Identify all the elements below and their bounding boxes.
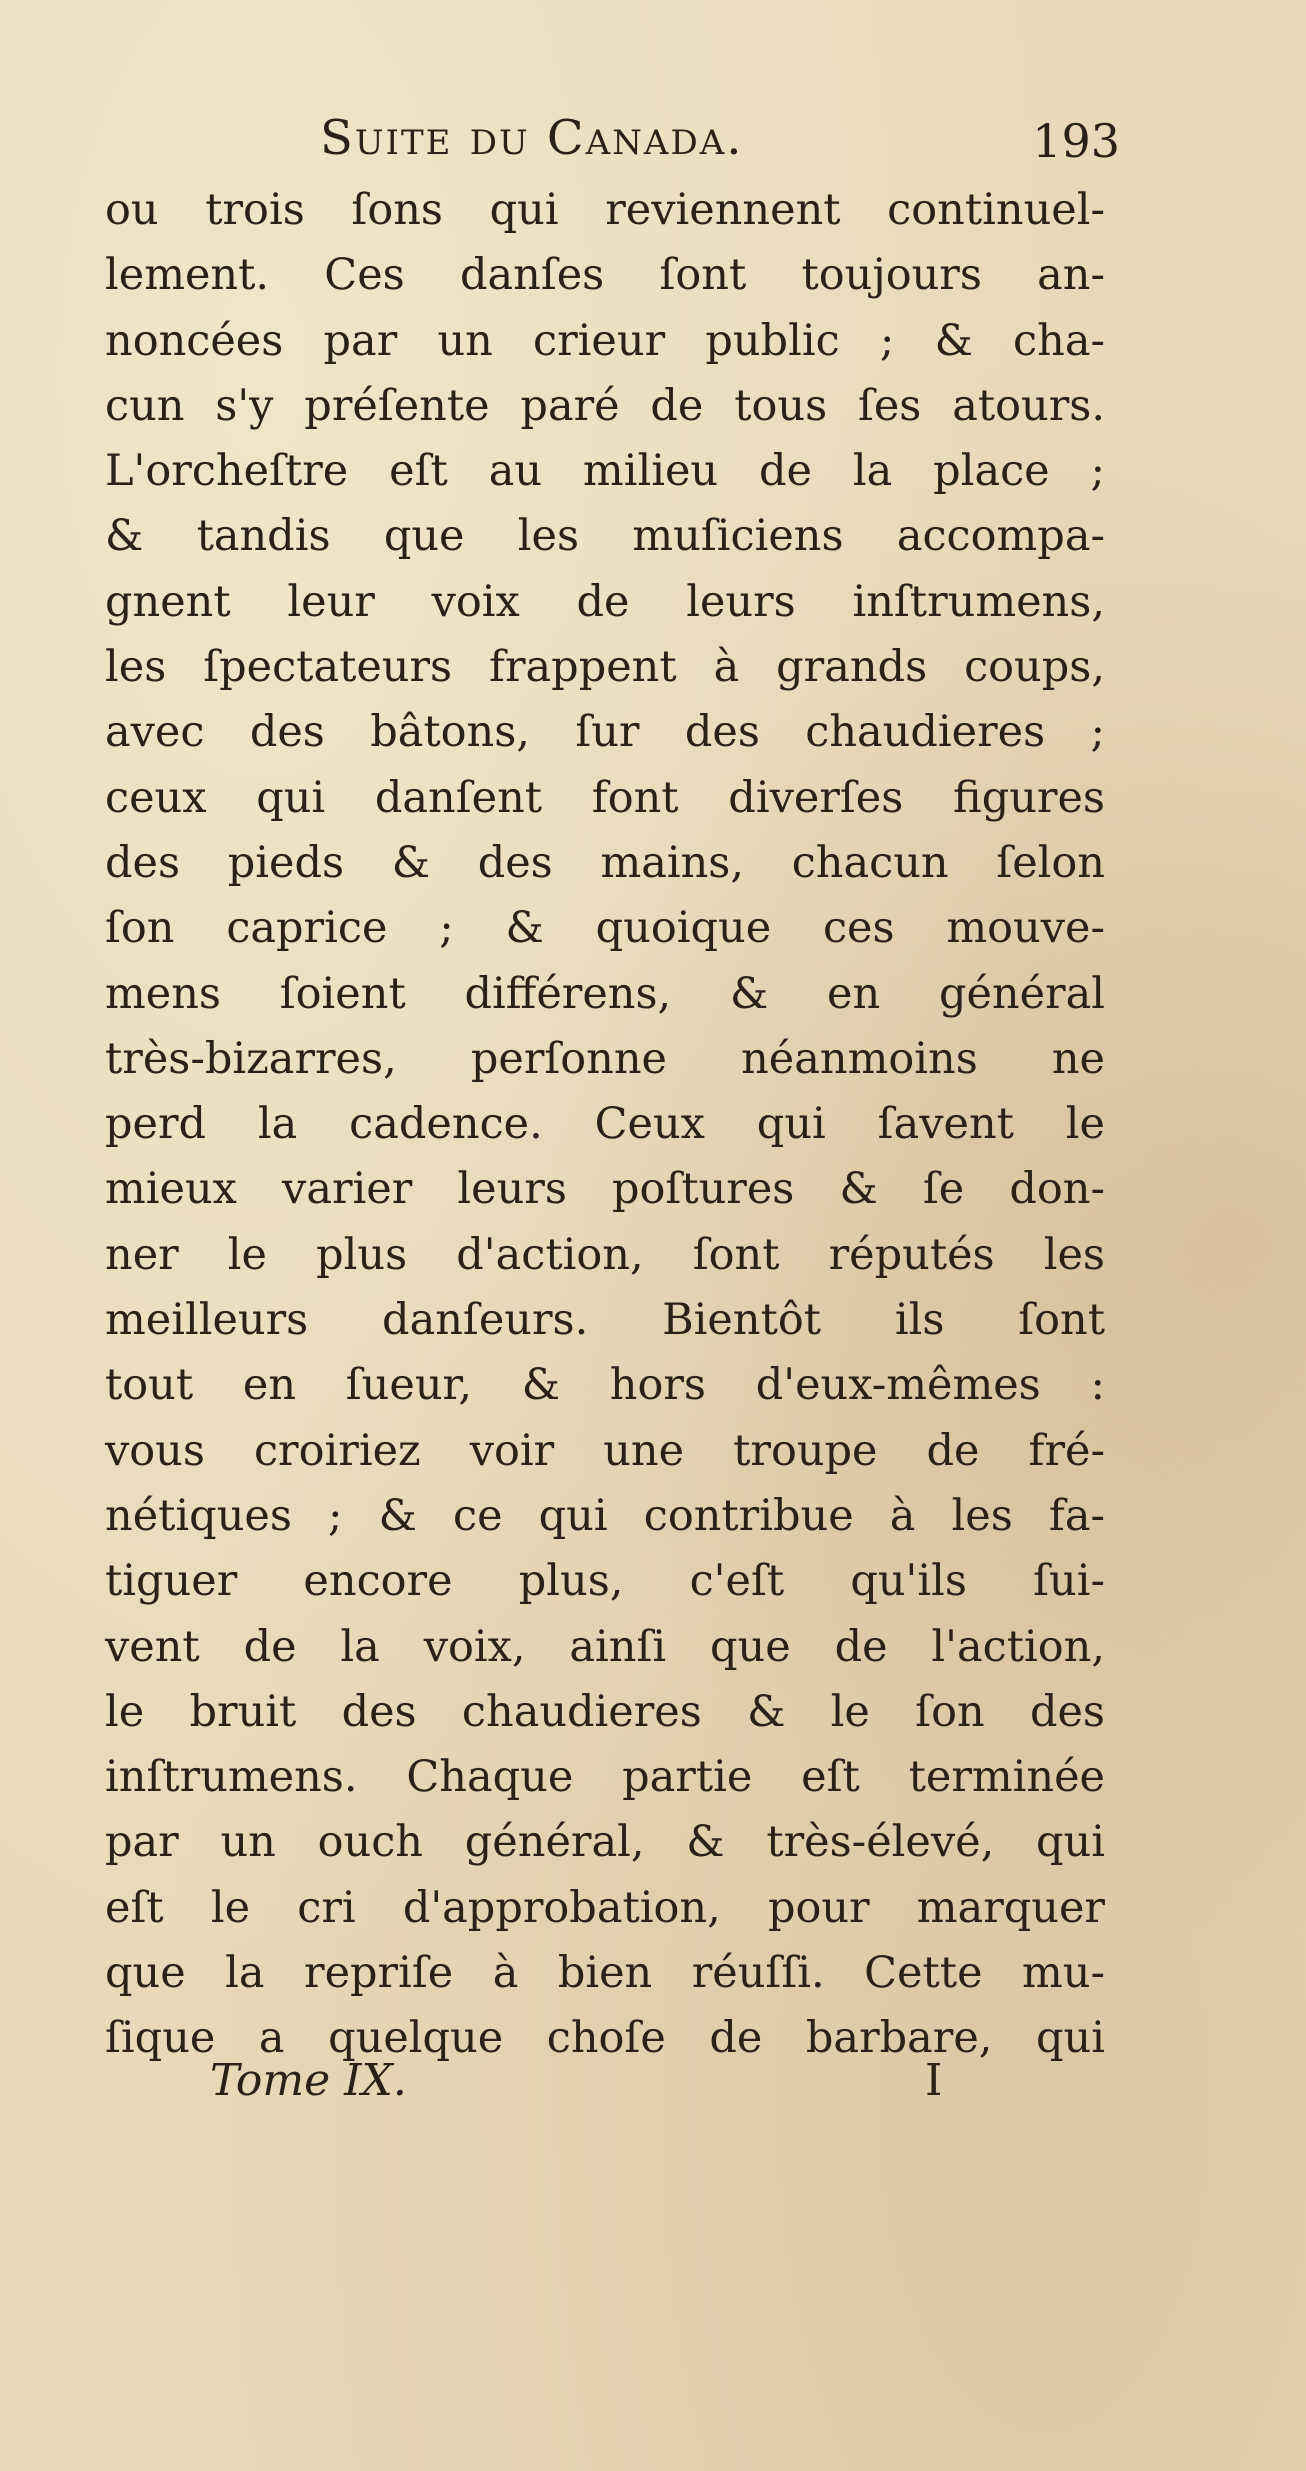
text-line: L'orcheſtre eſt au milieu de la place ;: [105, 446, 1105, 497]
text-line: ou trois ſons qui reviennent continuel-: [105, 185, 1105, 235]
text-line: ſique a quelque choſe de barbare, qui: [105, 2013, 1105, 2064]
text-line: vous croiriez voir une troupe de fré-: [105, 1425, 1105, 1476]
text-line: nétiques ; & ce qui contribue à les fa-: [105, 1490, 1105, 1541]
text-line: ner le plus d'action, ſont réputés les: [105, 1229, 1105, 1280]
text-line: & tandis que les muſiciens accompa-: [105, 511, 1105, 562]
page-footer: [100, 2055, 1120, 2115]
body-text: [105, 178, 1105, 2072]
text-line: cun s'y préſente paré de tous ſes atours.: [105, 380, 1105, 431]
text-line: tiguer encore plus, c'eſt qu'ils ſui-: [105, 1556, 1105, 1607]
text-line: que la repriſe à bien réuſſi. Cette mu-: [105, 1948, 1105, 1999]
text-line: gnent leur voix de leurs inſtrumens,: [105, 576, 1105, 627]
text-line: tout en ſueur, & hors d'eux-mêmes :: [105, 1360, 1105, 1411]
text-line: ceux qui danſent font diverſes figures: [105, 772, 1105, 823]
text-line: inſtrumens. Chaque partie eſt terminée: [105, 1752, 1105, 1803]
text-line: noncées par un crieur public ; & cha-: [105, 315, 1105, 366]
text-line: des pieds & des mains, chacun ſelon: [105, 837, 1105, 888]
running-head: Suite du Canada.: [320, 110, 744, 166]
text-line: mens ſoient différens, & en général: [105, 968, 1105, 1019]
text-line: vent de la voix, ainſi que de l'action,: [105, 1621, 1105, 1672]
signature-mark: I: [925, 2055, 943, 2106]
text-line: lement. Ces danſes ſont toujours an-: [105, 250, 1105, 301]
page-header: [100, 110, 1120, 180]
text-line: ſon caprice ; & quoique ces mouve-: [105, 903, 1105, 954]
text-line: le bruit des chaudieres & le ſon des: [105, 1686, 1105, 1737]
text-line: eſt le cri d'approbation, pour marquer: [105, 1882, 1105, 1933]
text-line: meilleurs danſeurs. Bientôt ils ſont: [105, 1295, 1105, 1346]
text-line: par un ouch général, & très-élevé, qui: [105, 1817, 1105, 1868]
text-line: les ſpectateurs frappent à grands coups,: [105, 642, 1105, 693]
text-line: mieux varier leurs poſtures & ſe don-: [105, 1164, 1105, 1215]
page-number: 193: [1032, 114, 1120, 168]
text-line: très-bizarres, perſonne néanmoins ne: [105, 1033, 1105, 1084]
text-line: avec des bâtons, ſur des chaudieres ;: [105, 707, 1105, 758]
volume-label: Tome IX.: [210, 2055, 407, 2106]
text-line: perd la cadence. Ceux qui ſavent le: [105, 1099, 1105, 1150]
